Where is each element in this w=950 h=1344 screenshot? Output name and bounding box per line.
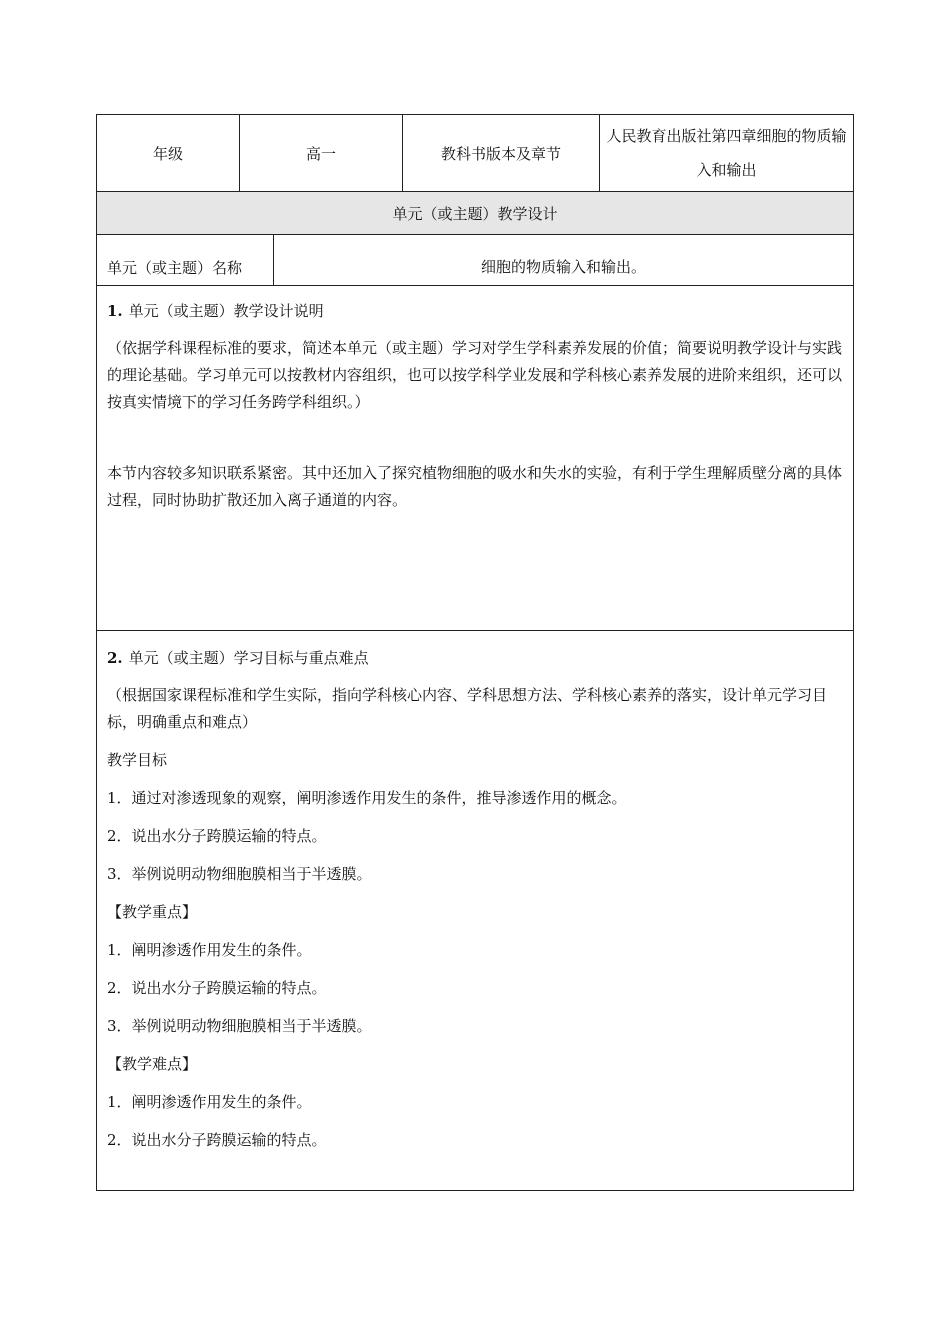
difficult-heading: 【教学难点】 [107, 1055, 198, 1073]
section-2-instruction: （根据国家课程标准和学生实际，指向学科核心内容、学科思想方法、学科核心素养的落实，设计单元学习目标，明确重点和难点） [107, 686, 828, 731]
key-item: 3．举例说明动物细胞膜相当于半透膜。 [107, 1017, 372, 1035]
difficult-item: 2．说出水分子跨膜运输的特点。 [107, 1131, 327, 1149]
goal-item: 1．通过对渗透现象的观察，阐明渗透作用发生的条件，推导渗透作用的概念。 [107, 789, 627, 807]
goals-heading: 教学目标 [107, 751, 168, 769]
unit-design-band [97, 192, 853, 235]
section-1 [97, 286, 853, 630]
key-heading: 【教学重点】 [107, 903, 198, 921]
goal-item: 2．说出水分子跨膜运输的特点。 [107, 827, 327, 845]
grade-value: 高一 [240, 115, 403, 191]
lesson-design-table [96, 114, 854, 1191]
section-2-row [97, 631, 853, 1190]
section-1-number: 1. [107, 302, 123, 320]
textbook-label: 教科书版本及章节 [403, 115, 600, 191]
unit-name-value: 细胞的物质输入和输出。 [480, 257, 646, 276]
key-item: 1．阐明渗透作用发生的条件。 [107, 941, 312, 959]
difficult-item: 1．阐明渗透作用发生的条件。 [107, 1093, 312, 1111]
band-title: 单元（或主题）教学设计 [392, 204, 558, 223]
grade-label: 年级 [97, 115, 240, 191]
section-1-body: 本节内容较多知识联系紧密。其中还加入了探究植物细胞的吸水和失水的实验，有利于学生理解质壁分离的具体过程，同时协助扩散还加入离子通道的内容。 [107, 464, 843, 509]
unit-name-label: 单元（或主题）名称 [97, 235, 274, 285]
section-1-instruction: （依据学科课程标准的要求，简述本单元（或主题）学习对学生学科素养发展的价值；简要说明教学设计与实践的理论基础。学习单元可以按教材内容组织，也可以按学科学业发展和学科核心素养发展的进阶来组织，还可以按真实情境下的学习任务跨学科组织。） [107, 339, 843, 411]
section-1-title: 1. 单元（或主题）教学设计说明 [107, 302, 324, 320]
header-row [97, 115, 853, 192]
goal-item: 3．举例说明动物细胞膜相当于半透膜。 [107, 865, 372, 883]
textbook-value: 人民教育出版社第四章细胞的物质输入和输出 [606, 127, 847, 179]
section-2-number: 2. [107, 649, 123, 667]
section-2-title: 2. 单元（或主题）学习目标与重点难点 [107, 649, 369, 667]
key-item: 2．说出水分子跨膜运输的特点。 [107, 979, 327, 997]
section-2 [97, 631, 853, 1190]
unit-name-row [97, 235, 853, 286]
spacer [107, 416, 843, 460]
section-1-row [97, 286, 853, 631]
